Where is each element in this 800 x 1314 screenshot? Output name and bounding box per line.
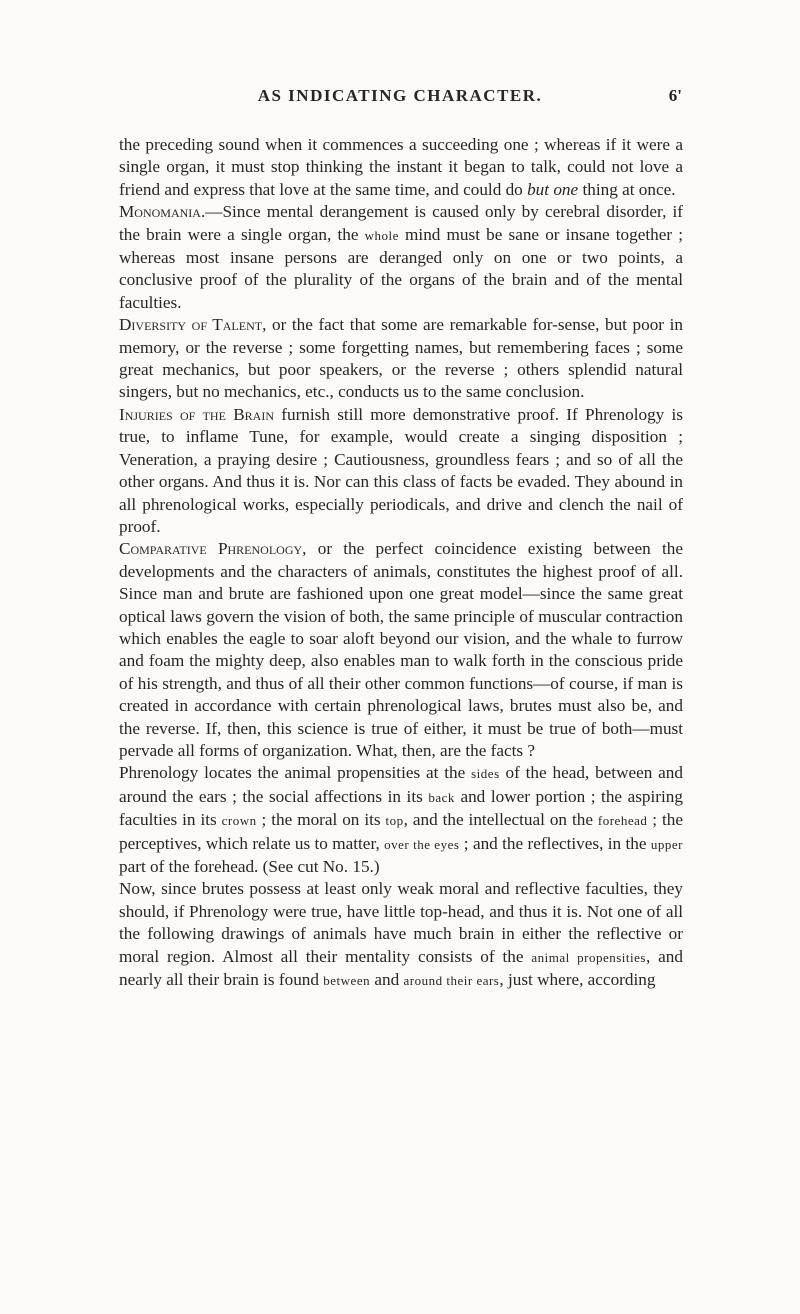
paragraph-monomania: Monomania.—Since mental derangement is caused only by cerebral disorder, if the brain were a single organ, the whole mind must be sane or insane together ; whereas most insane persons are deranged only on one or two points, a conclusive proof of the plurality of the organs of the brain and of the mental faculties.: [119, 202, 683, 312]
section-heading: Diversity of Talent,: [119, 315, 267, 335]
paragraph-comparative: Comparative Phrenology, or the perfect coincidence existing between the developments and the characters of animals, constitutes the highest proof of all. Since man and brute are fashioned upon one great model—since the same great optical laws govern the vision of both, the same principle of muscular contraction which enables the eagle to soar aloft beyond our vision, and the whale to furrow and foam the mighty deep, also enables man to walk forth in the conscious pride of his strength, and thus of all their other common functions—of course, if man is created in accordance with certain phrenological laws, brutes must also be, and the reverse. If, then, this science is true of either, it must be true of both—must pervade all forms of organization. What, then, are the facts ?: [119, 539, 683, 760]
page-number: 6': [668, 86, 682, 105]
paragraph-locations: Phrenology locates the animal propensities at the sides of the head, between and around the ears ; the social affections in its back and lower portion ; the aspiring faculties in its crown ; the moral on its top, and the intellectual on the forehead ; the perceptives, which relate us to matter, over the eyes ; and the reflectives, in the upper part of the forehead. (See cut No. 15.): [119, 763, 683, 876]
body-text: [119, 134, 683, 992]
section-heading: Injuries of the Brain: [119, 404, 274, 424]
section-heading: Comparative Phrenology,: [119, 539, 307, 559]
paragraph-diversity: Diversity of Talent, or the fact that some are remarkable for-sense, but poor in memory, or the reverse ; some forgetting names, but remembering faces ; some great mechanics, but poor speakers, or the reverse ; others splendid natural singers, but no mechanics, etc., conducts us to the same conclusion.: [119, 315, 683, 402]
running-head: [0, 86, 800, 110]
paragraph-injuries: Injuries of the Brain furnish still more demonstrative proof. If Phrenology is true, to inflame Tune, for example, would create a singing disposition ; Veneration, a praying desire ; Cautiousness, groundless fears ; and so of all the other organs. And thus it is. Nor can this class of facts be evaded. They abound in all phrenological works, especially periodicals, and drive and clench the nail of proof.: [119, 404, 683, 536]
paragraph-brutes: Now, since brutes possess at least only weak moral and reflective faculties, they should, if Phrenology were true, have little top-head, and thus it is. Not one of all the following drawings of animals have much brain in either the reflective or moral region. Almost all their mentality consists of the animal propensities, and nearly all their brain is found between and around their ears, just where, according: [119, 879, 683, 990]
emphasis: but one: [527, 179, 579, 199]
running-title: AS INDICATING CHARACTER.: [257, 86, 543, 105]
section-heading: Monomania.: [119, 202, 206, 222]
paragraph-1: the preceding sound when it commences a succeeding one ; whereas if it were a single organ, it must stop thinking the instant it began to talk, could not love a friend and express that love at the same time, and could do but one thing at once.: [119, 135, 683, 199]
